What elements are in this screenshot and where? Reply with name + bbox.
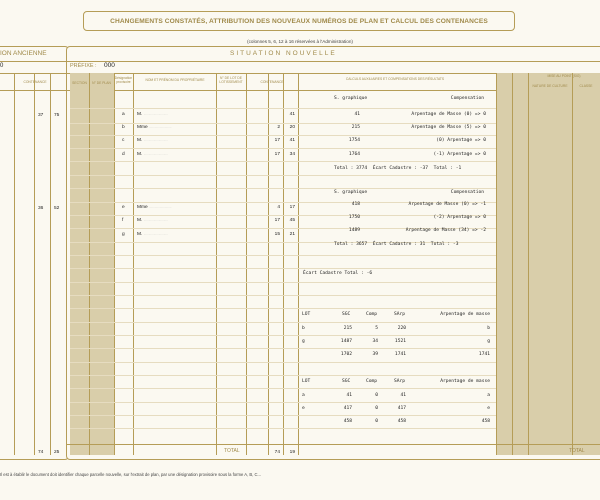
prefix-label: PRÉFIXE : xyxy=(70,63,97,69)
hdr-contenance: CONTENANCE xyxy=(260,80,284,84)
calc-comp: Arpentage de Masse (0) => 0 xyxy=(411,112,486,117)
cont-ca: 17 xyxy=(289,205,295,210)
cont-a: 17 xyxy=(274,138,280,143)
col-line-name xyxy=(133,73,134,455)
total-label-right: TOTAL xyxy=(569,448,585,454)
situation-title: SITUATION NOUVELLE xyxy=(230,50,337,57)
calc-block2 xyxy=(300,190,494,272)
desig-cell: e xyxy=(122,205,125,210)
shaded-col-section xyxy=(70,73,89,455)
calc-comp: (0) Arpentage => 0 xyxy=(436,138,486,143)
owner-name[interactable]: Mme ........................... xyxy=(137,205,172,210)
th-lot: LOT xyxy=(302,379,311,384)
cont-ca: 41 xyxy=(289,112,295,117)
calc-comp: (-1) Arpentage => 0 xyxy=(433,152,486,157)
left-col-line-1 xyxy=(14,73,15,455)
hdr-plan: N° DE PLAN xyxy=(92,81,111,85)
table-row: 458 0 458 458 xyxy=(343,419,490,424)
desig-cell: a xyxy=(122,112,125,117)
footer-note: Il est à établir le document doit identifier chaque parcelle nouvelle, sur l'extrait de plan, par une désignation provisoire sous la forme A, B, C... xyxy=(0,472,262,477)
cont-a: 15 xyxy=(274,232,280,237)
calc-val: 215 xyxy=(351,125,360,130)
desig-cell: d xyxy=(122,152,125,157)
calc-val: 1489 xyxy=(348,228,360,233)
desig-cell: f xyxy=(122,218,124,223)
owner-name[interactable]: M. ............................. xyxy=(137,112,168,117)
calc-comp: (-2) Arpentage => 0 xyxy=(433,215,486,220)
cont-a: 4 xyxy=(277,205,280,210)
cont-a: 17 xyxy=(274,152,280,157)
form-subtitle: (colonnes 5, 6, 12 à 16 réservées à l'Administration) xyxy=(247,39,353,44)
owner-name[interactable]: M. ............................. xyxy=(137,218,168,223)
owner-name[interactable]: M. ............................. xyxy=(137,232,168,237)
total-label: TOTAL xyxy=(224,448,240,454)
left-total-ca: 25 xyxy=(54,450,60,455)
left-panel-title: ION ANCIENNE xyxy=(0,50,47,57)
calc-comp: Arpentage de Masse (34) => -2 xyxy=(405,228,486,233)
ecart-total: Écart Cadastre Total : -6 xyxy=(303,271,373,276)
col-line-cont-3 xyxy=(283,73,284,455)
desig-cell: b xyxy=(122,125,125,130)
cont-a: 2 xyxy=(277,125,280,130)
th-comp: Comp xyxy=(366,312,378,317)
row-line xyxy=(70,282,496,283)
th-sarp: SArp xyxy=(394,379,406,384)
th-arp: Arpentage de masse xyxy=(440,379,490,384)
left-row1-ca: 75 xyxy=(54,113,60,118)
calc-block1 xyxy=(300,96,494,180)
table-row: b 215 5 220 b xyxy=(302,326,490,331)
cont-ca: 41 xyxy=(289,138,295,143)
left-col-line-3 xyxy=(50,73,51,455)
th-sarp: SArp xyxy=(394,312,406,317)
calc-val: 418 xyxy=(351,202,360,207)
calc-val: 1764 xyxy=(348,152,360,157)
col-line-sig xyxy=(496,73,497,455)
table-row: g 1487 34 1521 g xyxy=(302,339,490,344)
cont-ca: 34 xyxy=(289,152,295,157)
lot-table-2 xyxy=(302,379,492,432)
desig-cell: g xyxy=(122,232,125,237)
hdr-mise-a-jour: MISE AU POINT (SIG) xyxy=(547,74,581,78)
cont-ca: 20 xyxy=(289,125,295,130)
hdr-nature: NATURE DE CULTURE xyxy=(532,84,568,88)
calc-comp: Arpentage de Masse (0) => -1 xyxy=(408,202,486,207)
left-row2-a: 36 xyxy=(38,206,44,211)
left-zero: 0 xyxy=(0,63,4,69)
lot-table-1 xyxy=(302,312,492,365)
col-line-sig-3 xyxy=(528,73,529,455)
desig-cell: c xyxy=(122,138,125,143)
col-line-cont-2 xyxy=(268,73,269,455)
th-comp: Comp xyxy=(366,379,378,384)
col-line-lot xyxy=(216,73,217,455)
left-total-a: 74 xyxy=(38,450,44,455)
hdr-proprietaire: NOM ET PRÉNOM DU PROPRIÉTAIRE xyxy=(145,78,205,82)
row-line xyxy=(70,295,496,296)
hdr-calculs: CALCULS AUXILIAIRES ET COMPENSATIONS DES RÉSULTATS xyxy=(345,77,445,81)
left-divider xyxy=(0,61,69,62)
th-arp: Arpentage de masse xyxy=(440,312,490,317)
total-a: 74 xyxy=(274,450,280,455)
table-row: a 41 0 41 a xyxy=(302,393,490,398)
row-line xyxy=(70,308,496,309)
table-row: e 417 0 417 e xyxy=(302,406,490,411)
left-contenance-label: CONTENANCE xyxy=(23,80,47,84)
th-sgc: SGC xyxy=(342,379,351,384)
right-divider-1 xyxy=(66,61,600,62)
calc-head: Compensation xyxy=(450,190,484,195)
th-sgc: SGC xyxy=(342,312,351,317)
hdr-designation: Désignation provisoire xyxy=(114,76,133,84)
owner-name[interactable]: M. ............................. xyxy=(137,138,168,143)
col-line-calc xyxy=(298,73,299,455)
hdr-section: SECTION xyxy=(72,81,87,85)
hdr-classe: CLASSE xyxy=(579,84,593,88)
col-line-plan xyxy=(89,73,90,455)
col-line-sig-4 xyxy=(572,73,573,455)
col-line-sig-2 xyxy=(512,73,513,455)
calc-val: 1754 xyxy=(348,138,360,143)
owner-name[interactable]: Mme ........................... xyxy=(137,125,172,130)
form-title: CHANGEMENTS CONSTATÉS, ATTRIBUTION DES NOUVEAUX NUMÉROS DE PLAN ET CALCUL DES CONTENANCES xyxy=(83,11,515,31)
calc-head: S. graphique xyxy=(334,96,368,101)
calc-area xyxy=(300,96,494,272)
calc-head: Compensation xyxy=(450,96,484,101)
left-row1-a: 37 xyxy=(38,113,44,118)
col-line-cont xyxy=(246,73,247,455)
left-col-line-2 xyxy=(34,73,35,455)
calc-total: Total : 3657 Écart Cadastre : 31 Total : -3 xyxy=(334,242,459,247)
total-divider xyxy=(66,444,600,445)
col-line-desig xyxy=(114,73,115,455)
shaded-col-plan xyxy=(89,73,114,455)
th-lot: LOT xyxy=(302,312,311,317)
calc-comp: Arpentage de Masse (5) => 0 xyxy=(411,125,486,130)
cont-ca: 45 xyxy=(289,218,295,223)
hdr-lot: N° DE LOT DE LOTISSEMENT xyxy=(219,76,243,84)
table-row: 1702 39 1741 1741 xyxy=(340,352,490,357)
calc-val: 41 xyxy=(354,112,360,117)
calc-total: Total : 3774 Écart Cadastre : -37 Total : -1 xyxy=(334,166,462,171)
cont-ca: 21 xyxy=(289,232,295,237)
calc-val: 1750 xyxy=(348,215,360,220)
owner-name[interactable]: M. ............................. xyxy=(137,152,168,157)
calc-head: S. graphique xyxy=(334,190,368,195)
row-line xyxy=(70,375,496,376)
prefix-value: 000 xyxy=(104,62,115,69)
cont-a: 17 xyxy=(274,218,280,223)
left-row2-ca: 52 xyxy=(54,206,60,211)
total-ca: 19 xyxy=(289,450,295,455)
